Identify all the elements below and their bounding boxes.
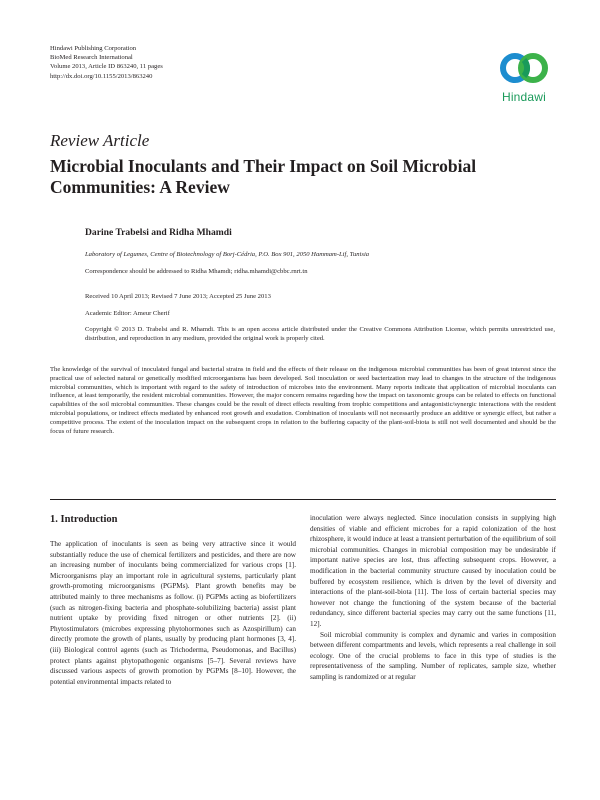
affiliation: Laboratory of Legumes, Centre of Biotechnology of Borj-Cédria, P.O. Box 901, 2050 Hammam-Lif, Tunisia [85,251,370,258]
abstract: The knowledge of the survival of inoculated fungal and bacterial strains in field and the effects of their release on the indigenous microbial communities has been of great interest since the practical use of selected natural or genetically modified microorganisms has been developed. Soil inoculation or seed bacterization may lead to changes in the structure of the indigenous microbial communities, which is important with regard to the safety of introduction of microbes into the environment. Many reports indicate that application of microbial inoculants can influence, at least temporarily, the resident microbial communities. However, the major concern remains regarding how the impact on taxonomic groups can be related to effects on functional capabilities of the soil microbial communities. These changes could be the result of direct effects resulting from trophic competitions and antagonistic/synergic interactions with the resident microbial populations, or indirect effects mediated by enhanced root growth and exudation. Combination of inoculants will not necessarily produce an additive or synergic effect, but rather a competitive process. The extent of the inoculation impact on the subsequent crops in relation to the buffering capacity of the plant-soil-biota is still not well documented and should be the focus of future research. [50,366,556,435]
paragraph: The application of inoculants is seen as being very attractive since it would substantially reduce the use of chemical fertilizers and pesticides, and there are now an increasing number of inoculants being commercialized for various crops [1]. Microorganisms play an important role in agricultural systems, particularly plant growth-promoting microorganisms (PGPMs). Plant growth benefits may be attributed mainly to three mechanisms as follow. (i) PGPMs acting as biofertilizers (such as nitrogen-fixing bacteria and phosphate-solubilizing bacteria) assist plant nutrient uptake by providing fixed nitrogen or other nutrients [2]. (ii) Phytostimulators (microbes expressing phytohormones such as Azospirillum) can directly promote the growth of plants, usually by producing plant hormones [3, 4]. (iii) Biological control agents (such as Trichoderma, Pseudomonas, and Bacillus) protect plants against phytopathogenic organisms [5–7]. Several reviews have discussed various aspects of growth promotion by PGPMs [8–10]. However, the potential environmental impacts related to [50,540,296,686]
section-heading: 1. Introduction [50,514,118,525]
paragraph: Soil microbial community is complex and dynamic and varies in composition between different compartments and levels, which represents a real challenge in soil ecology. One of the crucial problems to face in this type of studies is the representativeness of the sampling. Number of replicates, sample size, whether sampling is randomized or at regular [310,630,556,681]
volume-info: Volume 2013, Article ID 863240, 11 pages [50,63,163,71]
hindawi-logo-icon [493,48,555,90]
article-type: Review Article [50,131,150,150]
authors: Darine Trabelsi and Ridha Mhamdi [85,227,232,238]
publisher: Hindawi Publishing Corporation [50,45,137,52]
academic-editor: Academic Editor: Ameur Cherif [85,310,170,317]
correspondence: Correspondence should be addressed to Ridha Mhamdi; ridha.mhamdi@cbbc.rnrt.tn [85,268,308,275]
dates: Received 10 April 2013; Revised 7 June 2013; Accepted 25 June 2013 [85,293,271,300]
paragraph: inoculation were always neglected. Since inoculation consists in supplying high densities of viable and efficient microbes for a rapid colonization of the host rhizosphere, it would induce at least a transient perturbation of the equilibrium of soil microbial communities. Changes in microbial composition may be undesirable if important native species are lost, thus affecting subsequent crops. However, a modification in the bacterial community structure caused by inoculation could be buffered by ecosystem resilience, which is driven by the level of diversity and interactions of the plant-soil-biota [11]. The loss of certain bacterial species may however not change the functioning of the system because of the bacterial redundancy, since different bacterial species may carry out the same functions [11, 12]. [310,514,556,628]
article-title: Microbial Inoculants and Their Impact on Soil Microbial Communities: A Review [50,156,477,197]
left-column [50,513,296,687]
right-column [310,513,556,683]
copyright: Copyright © 2013 D. Trabelsi and R. Mhamdi. This is an open access article distributed under the Creative Commons Attribution License, which permits unrestricted use, distribution, and reproduction in any medium, provided the original work is properly cited. [85,326,555,342]
doi-link[interactable]: http://dx.doi.org/10.1155/2013/863240 [50,72,153,80]
divider [50,499,556,500]
journal-name: BioMed Research International [50,54,133,62]
hindawi-logo [493,48,555,106]
logo-text: Hindawi [501,90,547,104]
journal-header [50,44,163,81]
